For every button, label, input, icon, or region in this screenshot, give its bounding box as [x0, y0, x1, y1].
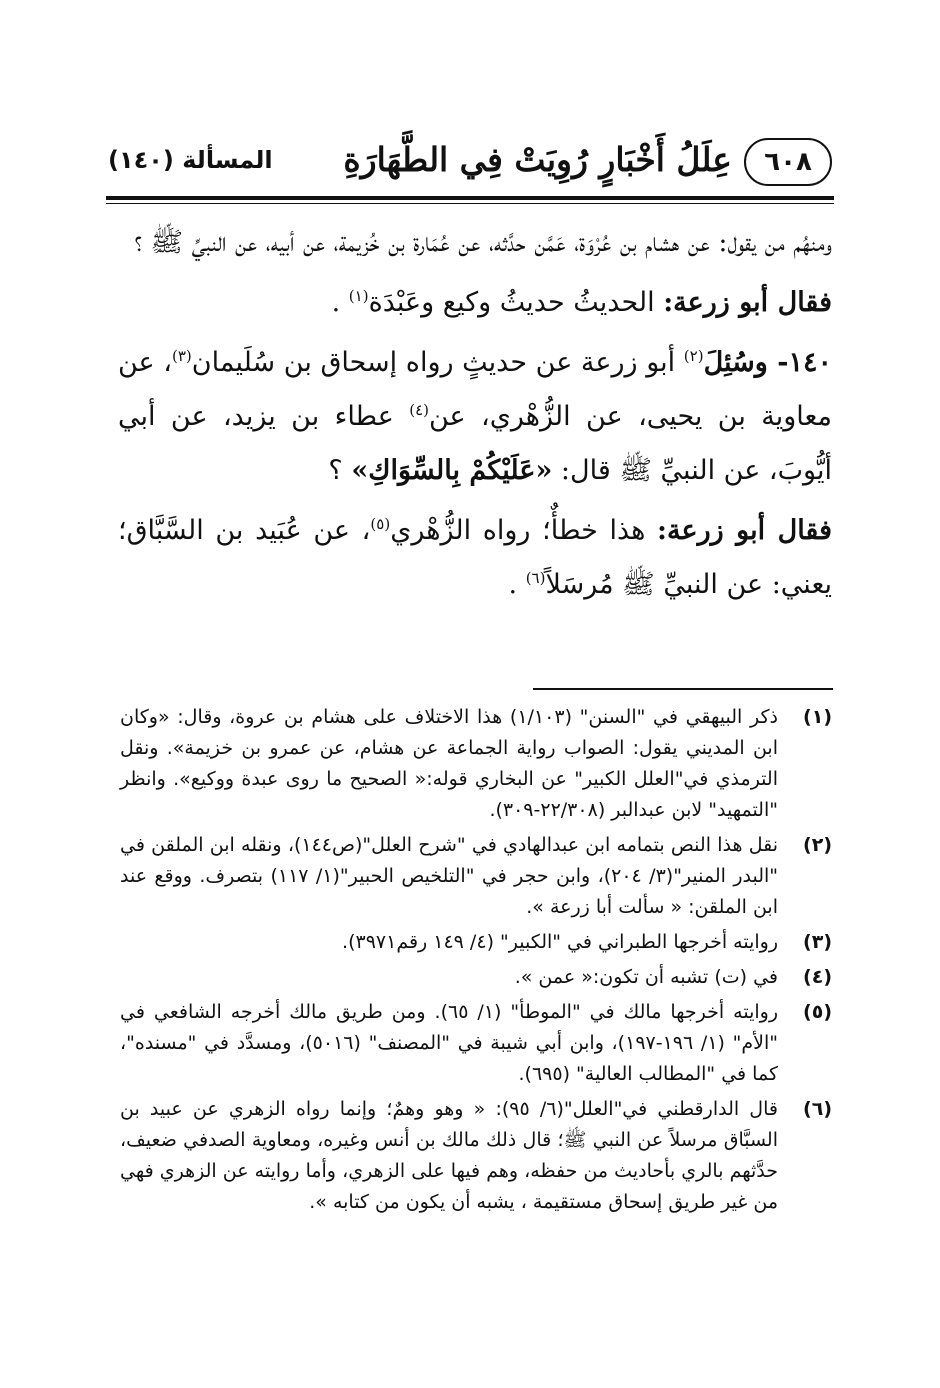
hadith-quote: «عَلَيْكُمْ بِالسِّوَاكِ»: [351, 455, 553, 486]
footnote-text: روايته أخرجها الطبراني في "الكبير" (٤/ ١٤٩ رقم٣٩٧١).: [342, 931, 778, 953]
footnote-ref-5[interactable]: (٥): [370, 515, 391, 533]
footnote-ref-1[interactable]: (١): [348, 287, 369, 305]
footnote-ref-3[interactable]: (٣): [172, 347, 192, 365]
paragraph-2: [118, 276, 832, 330]
header-rule-thick: [106, 196, 834, 200]
footnote-number: (٣): [803, 931, 832, 953]
footnote-4: [120, 962, 832, 993]
page-number: ٦٠٨: [744, 138, 832, 186]
book-title: عِلَلُ أَخْبَارٍ رُوِيَتْ فِي الطَّهَارَةِ: [343, 140, 732, 179]
paragraph-4-text-2: ، عن عُبَيد بن السَّبَّاق؛ يعني: عن النبيِّ ﷺ مُرسَلاً: [118, 515, 832, 600]
footnote-number: (٤): [803, 966, 832, 988]
paragraph-3: [118, 336, 832, 498]
footnote-number: (٥): [803, 1001, 832, 1023]
issue-number-heading: ١٤٠- وسُئِلَ: [703, 347, 832, 378]
paragraph-4-end: .: [508, 569, 526, 600]
footnote-text: في (ت) تشبه أن تكون:« عمن ».: [514, 966, 778, 988]
footnote-3: [120, 927, 832, 958]
footnote-ref-2[interactable]: (٢): [683, 347, 704, 365]
footnote-text: ذكر البيهقي في "السنن" (١/١٠٣) هذا الاختلاف على هشام بن عروة، وقال: «وكان ابن المديني يقول: الصواب رواية الجماعة عن هشام، عن عمرو بن خزيمة». ونقل الترمذي في"العلل الكبير" عن البخاري قوله:« الصحيح ما روى عبدة ووكيع». وانظر "التمهيد" لابن عبدالبر (٢٢/٣٠٨-٣٠٩).: [120, 706, 778, 821]
abu-zurah-reply-label: فقال أبو زرعة:: [663, 287, 832, 318]
footnote-ref-4[interactable]: (٤): [409, 401, 429, 419]
footnote-5: [120, 997, 832, 1090]
footnote-text: نقل هذا النص بتمامه ابن عبدالهادي في "شرح العلل"(ص١٤٤)، ونقله ابن الملقن في "البدر المنير"(٣/ ٢٠٤)، وابن حجر في "التلخيص الحبير"(١/ ١١٧) بتصرف. ووقع عند ابن الملقن: « سألت أبا زرعة ».: [120, 834, 779, 918]
footnote-text: قال الدارقطني في"العلل"(٦/ ٩٥): « وهو وهمٌ؛ وإنما رواه الزهري عن عبيد بن السبَّاق مرسلاً عن النبي ﷺ؛ قال ذلك مالك بن أنس وغيره، ومعاوية الصدفي ضعيف، حدَّثهم بالري بأحاديث من حفظه، وهم فيها على الزهري، وأما روايته عن الزهري فهي من غير طريق إسحاق مستقيمة ، يشبه أن يكون من كتابه ».: [120, 1098, 778, 1213]
paragraph-3-end: ؟: [328, 455, 352, 486]
footnote-separator: [533, 688, 833, 690]
abu-zurah-reply-label-2: فقال أبو زرعة:: [657, 515, 832, 546]
page-header: [108, 138, 832, 190]
paragraph-3-text-2: ، عن معاوية بن يحيى، عن الزُّهْري، عن: [118, 347, 832, 432]
footnote-number: (٢): [803, 834, 832, 856]
footnote-number: (١): [803, 706, 832, 728]
header-rule-thin: [106, 203, 834, 204]
paragraph-2-end: .: [331, 287, 349, 318]
paragraph-3-text-1: أبو زرعة عن حديثٍ رواه إسحاق بن سُلَيمان: [191, 347, 684, 378]
paragraph-1-text: ومنهُم من يقول: عن هشام بن عُرْوَة، عَمَّن حدَّثه، عن عُمَارة بن خُزيمة، عن أبيه، عن النبيِّ ﷺ ؟: [134, 227, 832, 258]
footnote-2: [120, 830, 832, 923]
paragraph-2-text: الحديثُ حديثُ وكيع وعَبْدَة: [368, 287, 664, 318]
footnote-1: [120, 702, 832, 826]
paragraph-4: [118, 504, 832, 612]
paragraph-3-text-3: عطاء بن يزيد، عن أبي أيُّوبَ، عن النبيِّ ﷺ قال:: [118, 401, 832, 486]
paragraph-1: [118, 216, 832, 270]
footnote-6: [120, 1094, 832, 1218]
footnote-ref-6[interactable]: (٦): [525, 569, 546, 587]
paragraph-4-text-1: هذا خطأٌ؛ رواه الزُّهْري: [390, 515, 658, 546]
issue-label: المسألة (١٤٠): [108, 146, 273, 174]
footnote-text: روايته أخرجها مالك في "الموطأ" (١/ ٦٥). ومن طريق مالك أخرجه الشافعي في "الأم" (١/ ١٩٦-١٩٧)، وابن أبي شيبة في "المصنف" (٥٠١٦)، ومسدَّد في "مسنده"، كما في "المطالب العالية" (٦٩٥).: [120, 1001, 778, 1085]
main-text: [118, 216, 832, 612]
footnote-number: (٦): [803, 1098, 832, 1120]
footnotes: [120, 702, 832, 1222]
